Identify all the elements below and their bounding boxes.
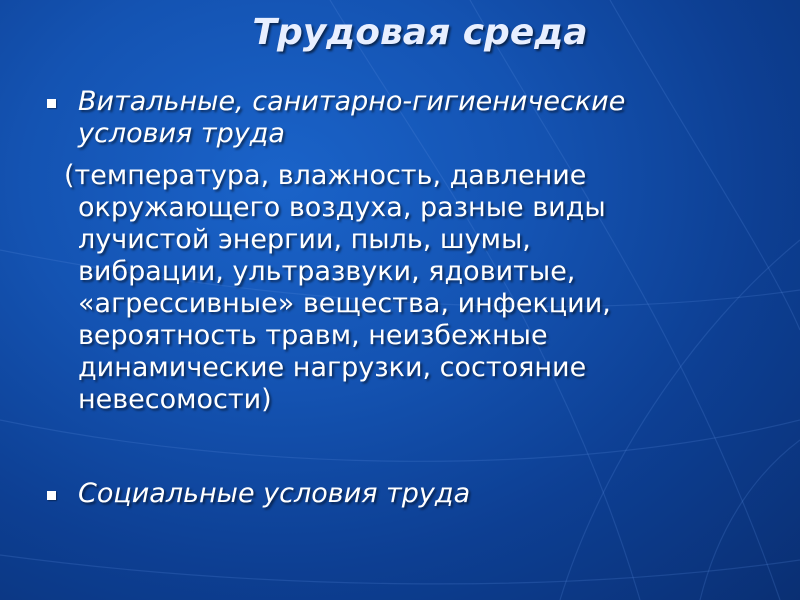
details-line-1: (температура, влажность, давление: [64, 160, 587, 191]
bullet-text-line-1: Витальные, санитарно-гигиенические: [78, 86, 626, 117]
square-bullet-icon: [47, 99, 56, 108]
square-bullet-icon: [47, 491, 56, 500]
details-line-6: вероятность травм, неизбежные: [78, 320, 548, 351]
details-paragraph: [64, 160, 611, 416]
details-line-8: невесомости): [78, 384, 272, 415]
details-line-2: окружающего воздуха, разные виды: [78, 192, 606, 223]
bullet-text-line-1: Социальные условия труда: [78, 478, 471, 509]
details-line-3: лучистой энергии, пыль, шумы,: [78, 224, 531, 255]
slide-title: Трудовая среда: [252, 12, 588, 53]
bullet-text-line-2: условия труда: [78, 118, 285, 149]
details-line-4: вибрации, ультразвуки, ядовитые,: [78, 256, 576, 287]
details-line-7: динамические нагрузки, состояние: [78, 352, 587, 383]
details-line-5: «агрессивные» вещества, инфекции,: [78, 288, 611, 319]
